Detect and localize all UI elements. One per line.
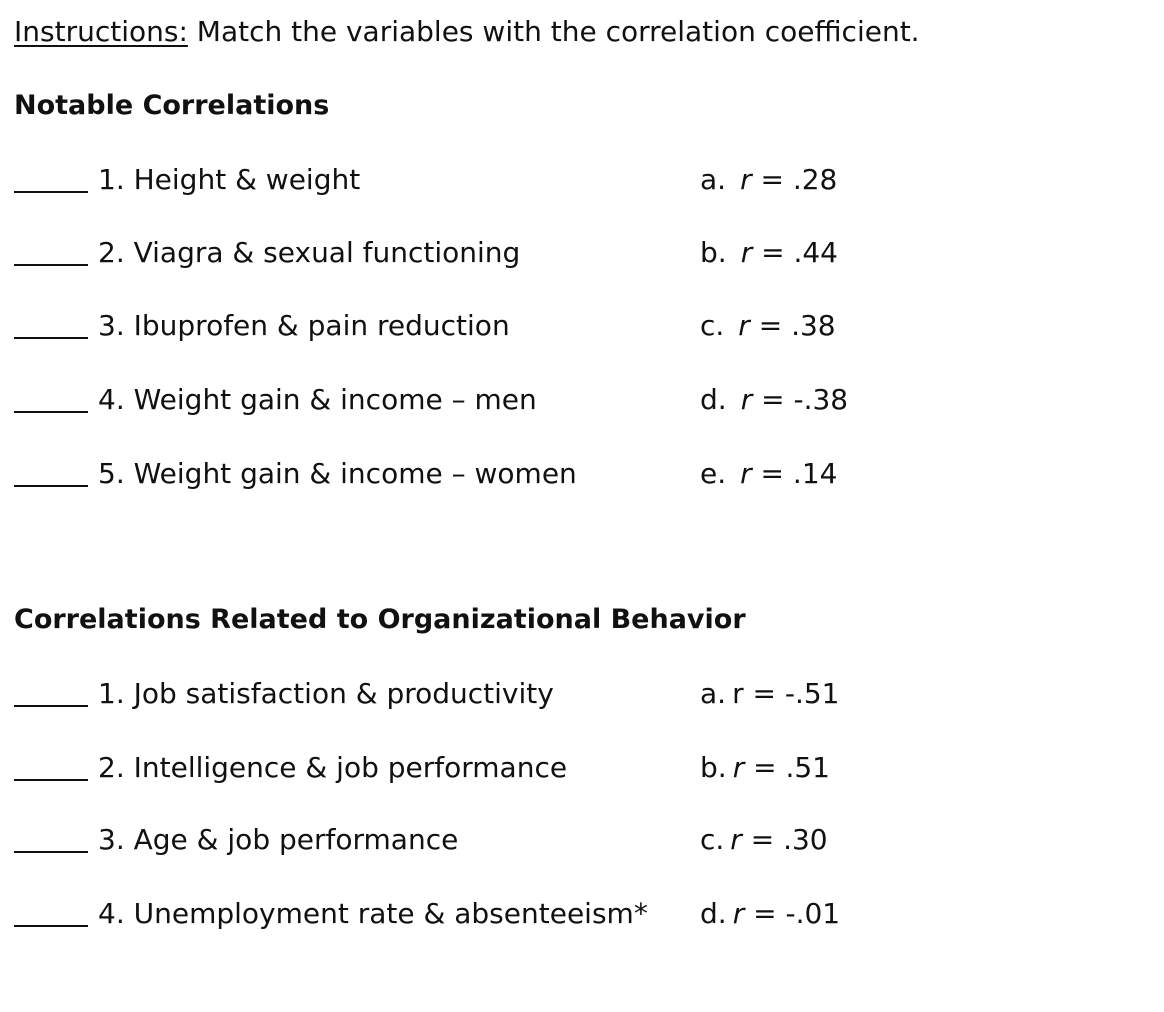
r-value: = .14 bbox=[751, 457, 838, 490]
option-letter: d. bbox=[700, 897, 727, 930]
section-title-organizational-behavior: Correlations Related to Organizational Behavior bbox=[14, 604, 746, 635]
list-item bbox=[14, 308, 1114, 348]
option-letter: c. bbox=[700, 309, 725, 342]
answer-blank[interactable] bbox=[14, 411, 88, 413]
item-label: 2. Viagra & sexual functioning bbox=[98, 236, 521, 269]
list-item bbox=[14, 676, 1114, 716]
r-value: = -.38 bbox=[752, 383, 849, 416]
item-label: 4. Weight gain & income – men bbox=[98, 383, 537, 416]
instructions-text: Match the variables with the correlation coefficient. bbox=[187, 15, 920, 48]
instructions-label: Instructions: bbox=[14, 15, 188, 48]
answer-option bbox=[700, 822, 828, 858]
list-item bbox=[14, 750, 1114, 790]
answer-option bbox=[700, 235, 838, 271]
r-symbol: r bbox=[732, 751, 745, 784]
r-value: = -.51 bbox=[743, 677, 840, 710]
option-letter: a. bbox=[700, 677, 727, 710]
answer-blank[interactable] bbox=[14, 337, 88, 339]
answer-option bbox=[700, 162, 837, 198]
r-symbol: r bbox=[732, 677, 744, 710]
answer-option bbox=[700, 308, 836, 344]
option-letter: e. bbox=[700, 457, 727, 490]
answer-blank[interactable] bbox=[14, 925, 88, 927]
list-item bbox=[14, 456, 1114, 496]
item-label: 5. Weight gain & income – women bbox=[98, 457, 577, 490]
r-value: = .30 bbox=[741, 823, 828, 856]
r-value: = .28 bbox=[751, 163, 838, 196]
answer-blank[interactable] bbox=[14, 264, 88, 266]
item-label: 3. Age & job performance bbox=[98, 823, 459, 856]
r-symbol: r bbox=[730, 823, 742, 856]
answer-option bbox=[700, 896, 840, 932]
r-value: = .51 bbox=[744, 751, 830, 784]
option-letter: c. bbox=[700, 823, 725, 856]
answer-blank[interactable] bbox=[14, 779, 88, 781]
r-symbol: r bbox=[740, 236, 753, 269]
r-symbol: r bbox=[740, 383, 753, 416]
item-label: 3. Ibuprofen & pain reduction bbox=[98, 309, 510, 342]
answer-option bbox=[700, 456, 837, 492]
item-label: 1. Job satisfaction & productivity bbox=[98, 677, 554, 710]
r-value: = .38 bbox=[749, 309, 836, 342]
list-item bbox=[14, 896, 1114, 936]
item-label: 2. Intelligence & job performance bbox=[98, 751, 568, 784]
option-letter: b. bbox=[700, 751, 727, 784]
answer-blank[interactable] bbox=[14, 705, 88, 707]
option-letter: a. bbox=[700, 163, 727, 196]
list-item bbox=[14, 235, 1114, 275]
item-label: 1. Height & weight bbox=[98, 163, 361, 196]
item-label: 4. Unemployment rate & absenteeism* bbox=[98, 897, 648, 930]
answer-option bbox=[700, 750, 830, 786]
r-symbol: r bbox=[740, 457, 752, 490]
answer-blank[interactable] bbox=[14, 485, 88, 487]
r-symbol: r bbox=[738, 309, 750, 342]
option-letter: b. bbox=[700, 236, 727, 269]
section-title-notable-correlations: Notable Correlations bbox=[14, 90, 330, 121]
r-symbol: r bbox=[740, 163, 752, 196]
r-value: = .44 bbox=[752, 236, 838, 269]
answer-option bbox=[700, 676, 839, 712]
r-symbol: r bbox=[732, 897, 745, 930]
list-item bbox=[14, 162, 1114, 202]
answer-blank[interactable] bbox=[14, 191, 88, 193]
option-letter: d. bbox=[700, 383, 727, 416]
list-item bbox=[14, 822, 1114, 862]
instructions bbox=[14, 14, 920, 50]
answer-blank[interactable] bbox=[14, 851, 88, 853]
list-item bbox=[14, 382, 1114, 422]
r-value: = -.01 bbox=[744, 897, 841, 930]
answer-option bbox=[700, 382, 848, 418]
